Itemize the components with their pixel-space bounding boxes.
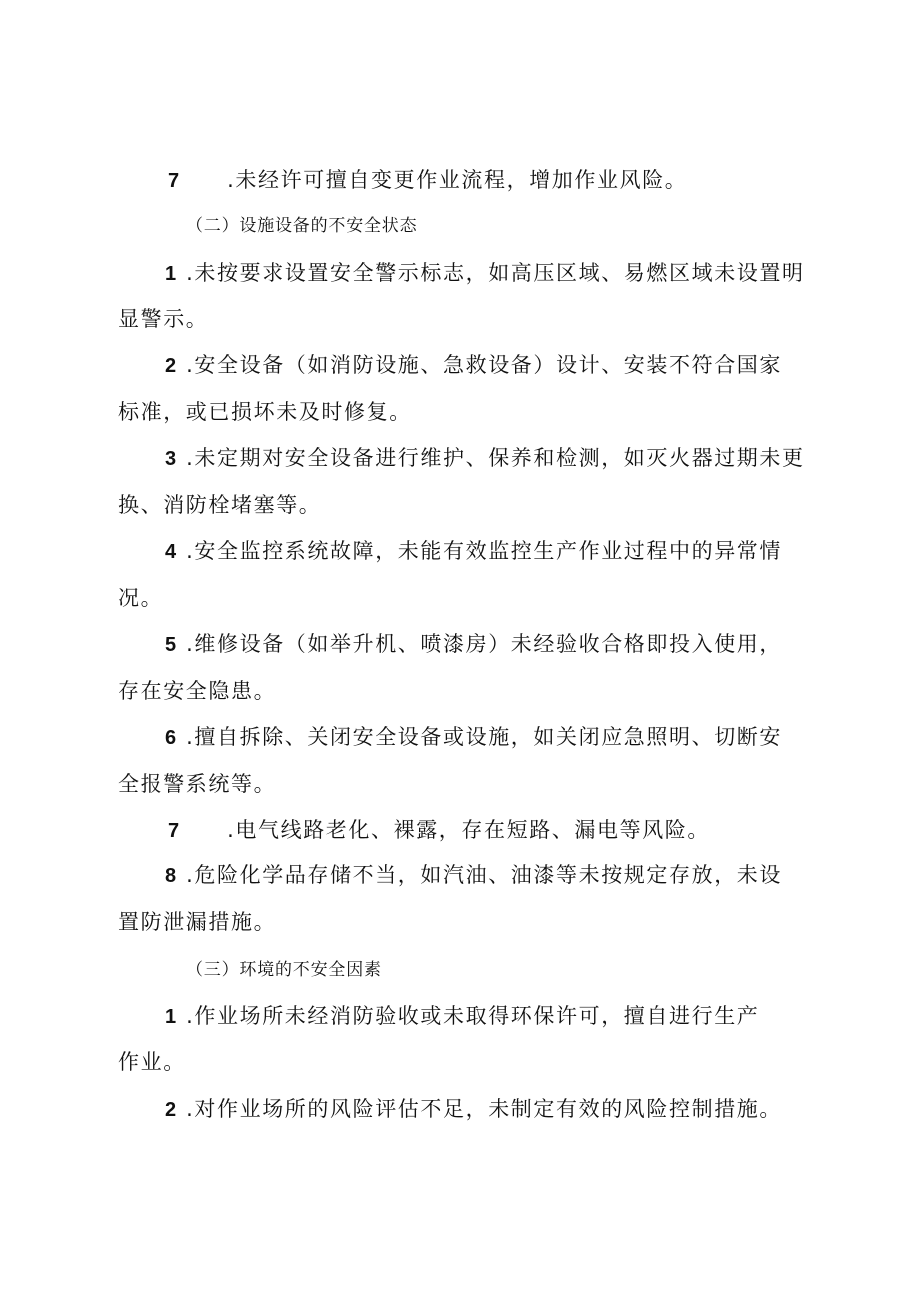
item-text: .擅自拆除、关闭安全设备或设施，如关闭应急照明、切断安 [186,725,782,749]
item-text: .电气线路老化、裸露，存在短路、漏电等风险。 [227,818,710,842]
item-3a [165,443,805,474]
item-number: 2 [165,1099,177,1121]
item-1a-continuation: 显警示。 [118,307,209,331]
item-text: .对作业场所的风险评估不足，未制定有效的风险控制措施。 [186,1097,782,1121]
item-2b [165,1094,782,1125]
item-1b [165,1001,759,1032]
section-heading-2: （二）设施设备的不安全状态 [186,216,418,236]
item-8a-continuation: 置防泄漏措施。 [118,910,277,934]
item-8a [165,860,782,891]
item-number: 8 [165,865,177,887]
item-text: .作业场所未经消防验收或未取得环保许可，擅自进行生产 [186,1004,760,1028]
item-number: 4 [165,541,177,563]
item-6a-continuation: 全报警系统等。 [118,772,277,796]
item-number: 2 [165,355,177,377]
item-number: 6 [165,727,177,749]
item-text: .安全监控系统故障，未能有效监控生产作业过程中的异常情 [186,539,782,563]
item-4a-continuation: 况。 [118,586,164,610]
item-number: 7 [168,820,180,842]
item-text: .危险化学品存储不当，如汽油、油漆等未按规定存放，未设 [186,863,782,887]
section-heading-3: （三）环境的不安全因素 [186,960,382,980]
item-1a [165,258,805,289]
item-number: 7 [168,170,180,192]
item-7a [168,165,687,196]
item-3a-continuation: 换、消防栓堵塞等。 [118,493,322,517]
item-text: .安全设备（如消防设施、急救设备）设计、安装不符合国家 [186,353,782,377]
item-7b [168,815,710,846]
item-number: 5 [165,634,177,656]
item-5a-continuation: 存在安全隐患。 [118,679,277,703]
item-2a-continuation: 标准，或已损坏未及时修复。 [118,400,412,424]
item-number: 3 [165,448,177,470]
item-number: 1 [165,1006,177,1028]
item-6a [165,722,782,753]
item-number: 1 [165,263,177,285]
item-text: .未定期对安全设备进行维护、保养和检测，如灭火器过期未更 [186,446,805,470]
item-text: .未经许可擅自变更作业流程，增加作业风险。 [227,168,688,192]
item-5a [165,629,782,660]
item-4a [165,536,782,567]
item-text: .未按要求设置安全警示标志，如高压区域、易燃区域未设置明 [186,261,805,285]
item-text: .维修设备（如举升机、喷漆房）未经验收合格即投入使用， [186,632,782,656]
item-1b-continuation: 作业。 [118,1050,186,1074]
item-2a [165,350,782,381]
